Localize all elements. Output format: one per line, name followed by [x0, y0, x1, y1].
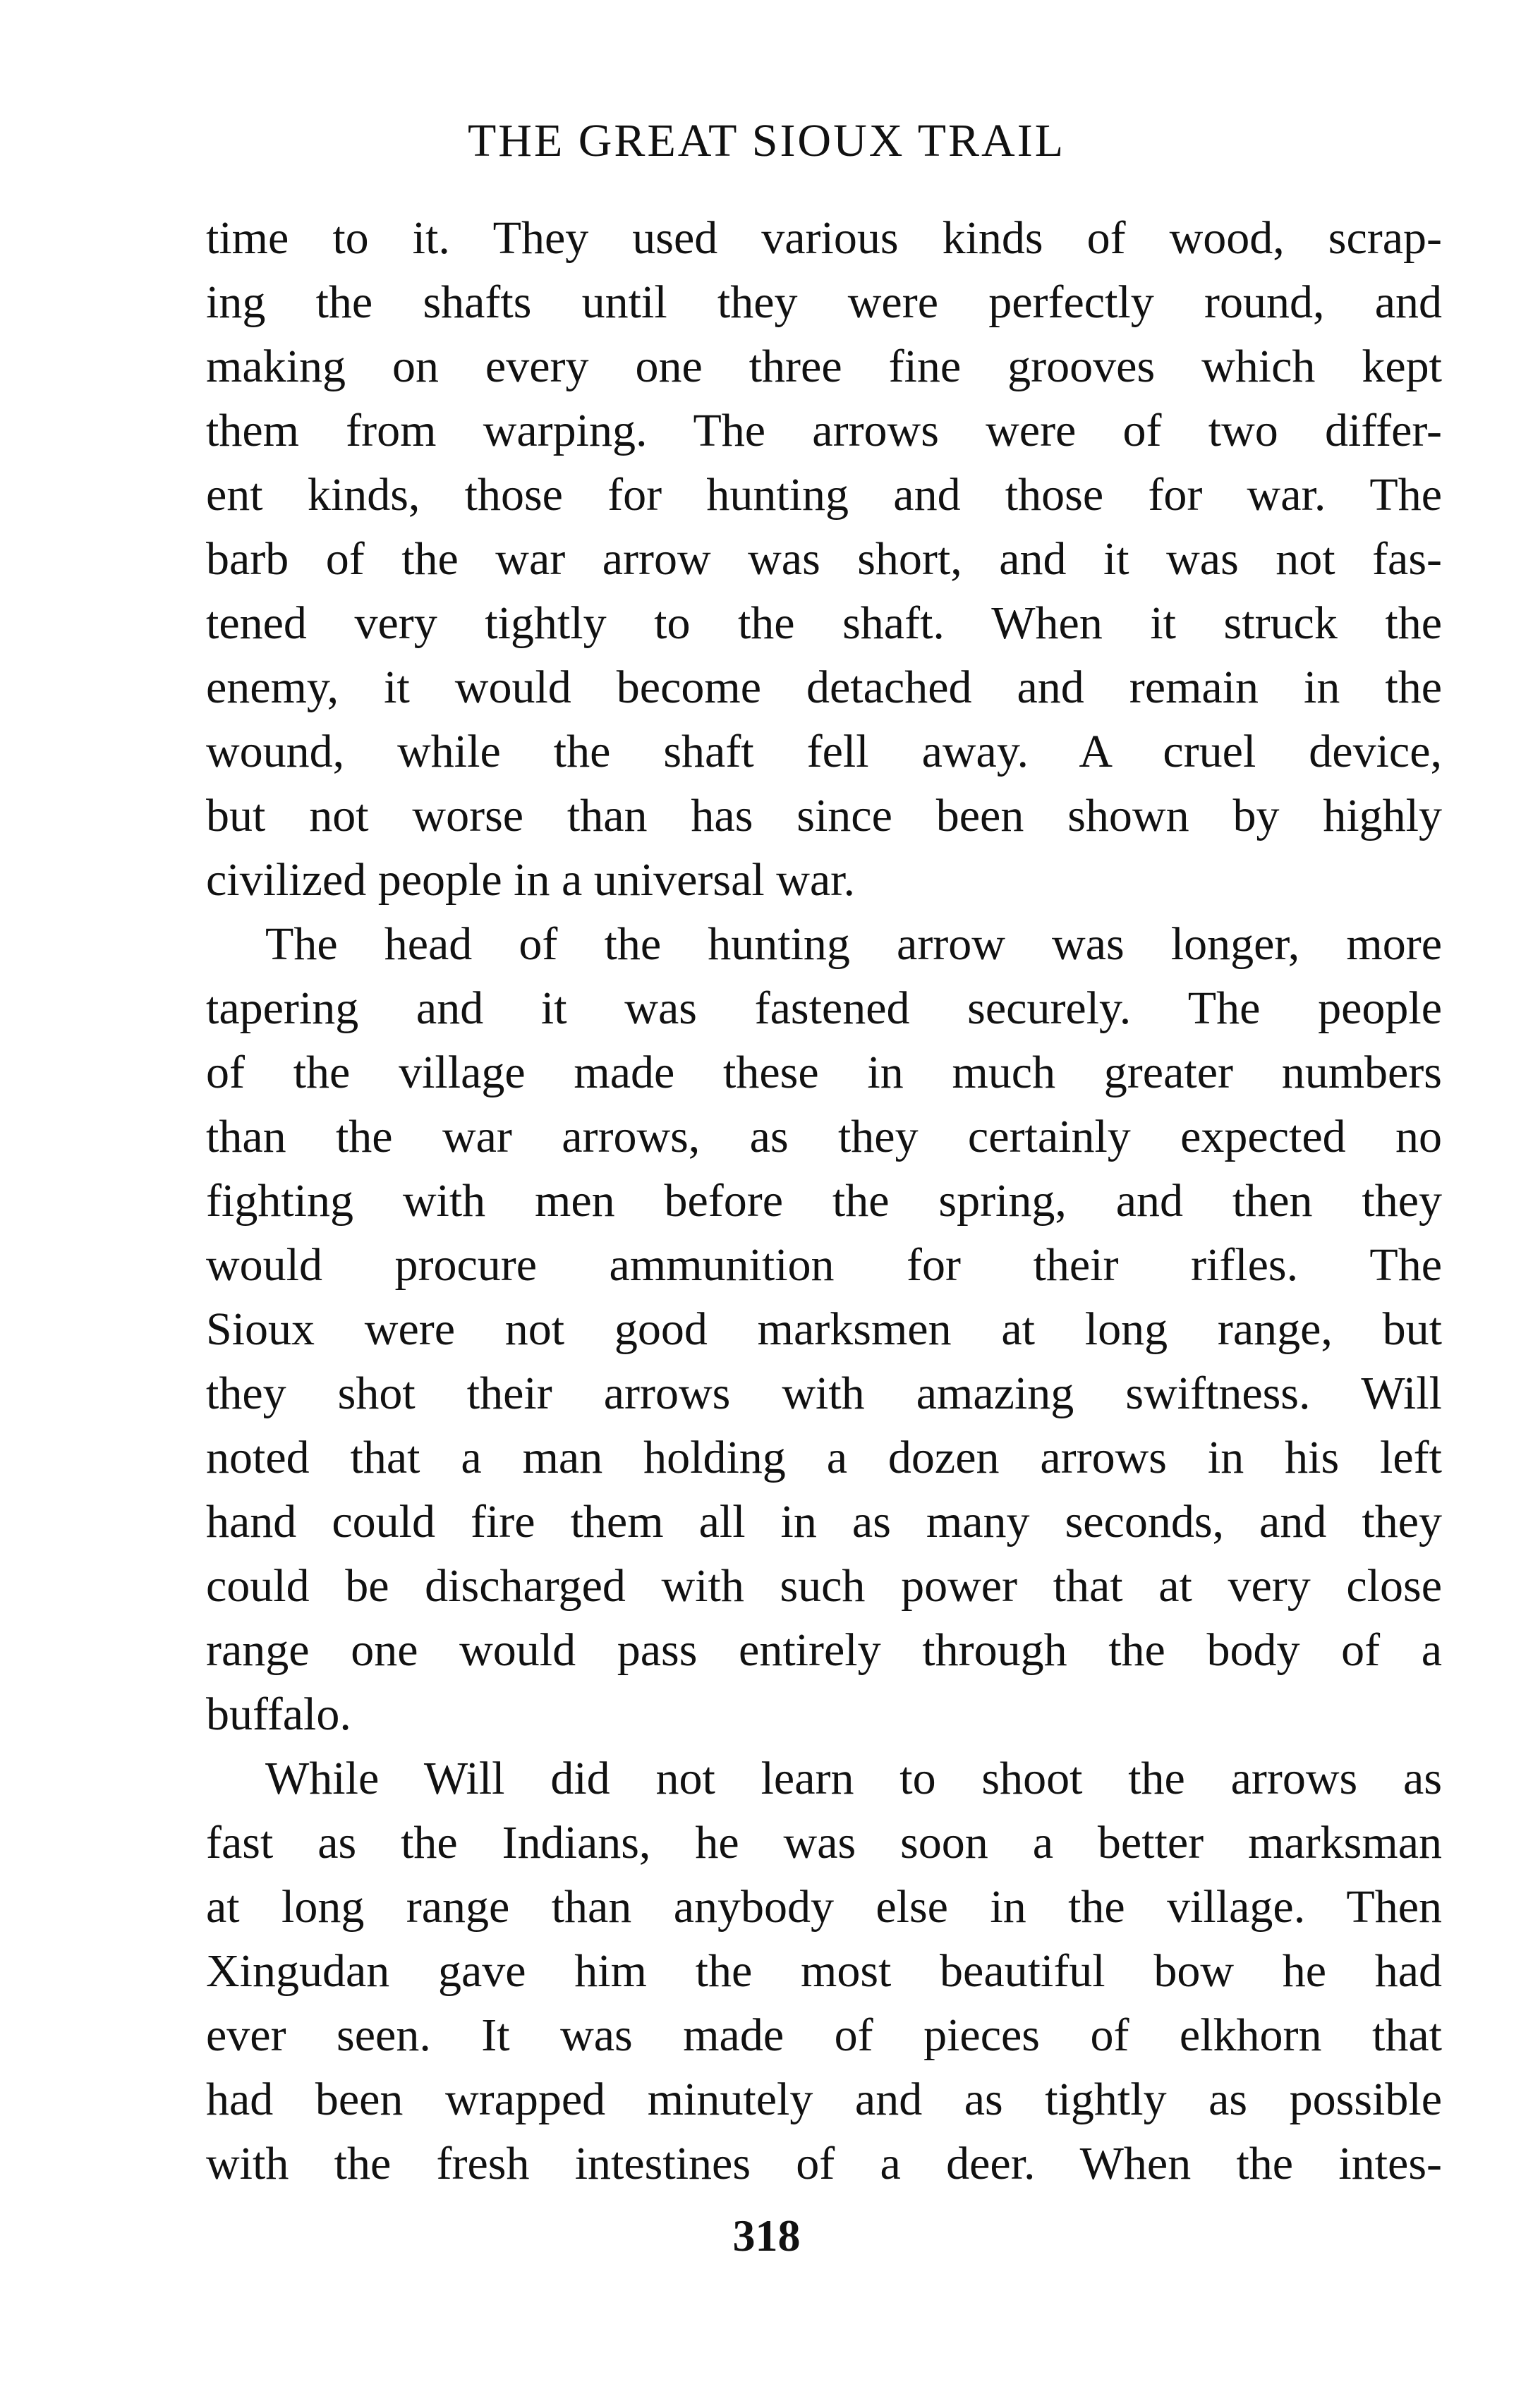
- text-line: time to it. They used various kinds of wood, scrap-: [206, 212, 1442, 264]
- text-line: wound, while the shaft fell away. A cruel device,: [206, 726, 1442, 777]
- text-line: Sioux were not good marksmen at long range, but: [206, 1303, 1442, 1355]
- text-line: making on every one three fine grooves which kept: [206, 341, 1442, 392]
- text-line: Xingudan gave him the most beautiful bow he had: [206, 1945, 1442, 1997]
- text-line: ever seen. It was made of pieces of elkhorn that: [206, 2009, 1442, 2061]
- paragraph-3: [206, 1746, 1442, 2196]
- text-line: buffalo.: [206, 1689, 351, 1740]
- text-line: of the village made these in much greater numbers: [206, 1047, 1442, 1098]
- text-line: had been wrapped minutely and as tightly as possible: [206, 2074, 1442, 2125]
- text-line: they shot their arrows with amazing swiftness. Will: [206, 1368, 1442, 1419]
- text-line: ent kinds, those for hunting and those for war. The: [206, 469, 1442, 521]
- text-line: noted that a man holding a dozen arrows in his left: [206, 1432, 1442, 1483]
- text-line: range one would pass entirely through the body of a: [206, 1624, 1442, 1676]
- page-number: 318: [732, 2211, 801, 2261]
- text-line: enemy, it would become detached and remain in the: [206, 662, 1442, 713]
- text-line: but not worse than has since been shown by highly: [206, 790, 1442, 841]
- paragraph-2: [206, 912, 1442, 1746]
- text-line: than the war arrows, as they certainly expected no: [206, 1111, 1442, 1162]
- text-line: barb of the war arrow was short, and it was not fas-: [206, 533, 1442, 585]
- text-line: them from warping. The arrows were of two differ-: [206, 405, 1442, 456]
- paragraph-1: [206, 206, 1442, 912]
- text-line: would procure ammunition for their rifles. The: [206, 1239, 1442, 1291]
- text-line: hand could fire them all in as many seconds, and they: [206, 1496, 1442, 1547]
- text-line: civilized people in a universal war.: [206, 854, 856, 906]
- text-line: fighting with men before the spring, and then they: [206, 1175, 1442, 1227]
- text-line: tapering and it was fastened securely. The people: [206, 983, 1442, 1034]
- text-line: at long range than anybody else in the village. Then: [206, 1881, 1442, 1933]
- text-line: The head of the hunting arrow was longer, more: [265, 918, 1442, 970]
- text-line: ing the shafts until they were perfectly round, and: [206, 276, 1442, 328]
- text-line: While Will did not learn to shoot the arrows as: [265, 1753, 1442, 1804]
- text-line: with the fresh intestines of a deer. When the intes-: [206, 2138, 1442, 2189]
- running-head: THE GREAT SIOUX TRAIL: [467, 115, 1066, 166]
- text-line: tened very tightly to the shaft. When it struck the: [206, 597, 1442, 649]
- text-line: fast as the Indians, he was soon a better marksman: [206, 1817, 1442, 1868]
- text-line: could be discharged with such power that at very close: [206, 1560, 1442, 1612]
